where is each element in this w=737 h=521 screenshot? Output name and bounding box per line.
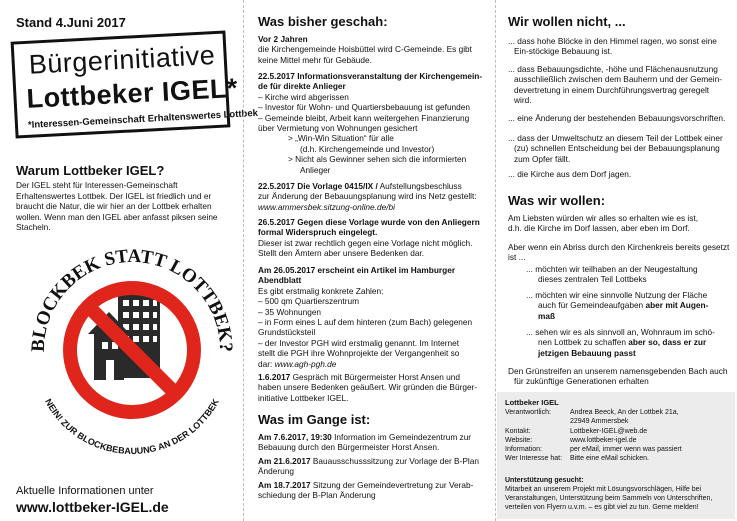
history-item-title: formal Widerspruch eingelegt. <box>258 227 378 238</box>
want-emphasis: maß <box>538 310 556 321</box>
ongoing-item <box>258 456 490 477</box>
logo-line-2: Lottbeker IGEL* <box>25 72 239 114</box>
ongoing-date: Am 7.6.2017, 19:30 <box>258 432 332 442</box>
history-line: zur Änderung der Bebauungsplanung wird ins Netz gestellt: <box>258 191 477 202</box>
history-subline: > „Win-Win Situation“ für alle <box>288 133 394 144</box>
want-line: auch für Gemeindeaufgaben <box>538 300 646 311</box>
want-emphasis: aber so, dass er zur <box>628 337 707 348</box>
ongoing-text: Bauausschusssitzung zur Vorlage der B-Plan <box>310 456 479 466</box>
contact-website-link[interactable]: www.lottbeker-igel.de <box>570 437 637 444</box>
history-line: initiative Lottbeker IGEL. <box>258 392 349 403</box>
why-text: Der IGEL steht für Interessen-Gemeinschaft Erhaltenswertes Lottbek. Der IGEL ist friedlich und er braucht die Natur, die wir hier an der Lottbek erhalten wollen. Wenn man den IGEL aber anfasst piksen seine Stacheln. <box>16 180 218 233</box>
want-line: dieses zentralen Teil Lottbeks <box>538 274 647 285</box>
contact-value: Bitte eine eMail schicken. <box>570 455 649 462</box>
not-line: ... dass der Umweltschutz an diesem Teil der Lottbek einer <box>508 133 723 143</box>
want-intro <box>508 213 698 234</box>
history-item <box>258 34 490 65</box>
history-line: Stellt den Ämtern aber unsere Bedenken dar. <box>258 248 425 259</box>
not-line: (zu) schnellen Entscheidung bei der Bebauungsplanung <box>514 143 720 154</box>
not-item <box>508 113 725 123</box>
history-line: Es gibt erstmalig konkrete Zahlen: <box>258 285 384 296</box>
history-item-title-rest: Gespräch mit Bürgermeister Horst Ansen und <box>290 372 460 382</box>
history-item-title: Abendblatt <box>258 275 302 286</box>
history-item <box>258 372 490 403</box>
contact-email-link[interactable]: Lottbeker-IGEL@web.de <box>570 428 648 435</box>
want-line: ist ... <box>508 252 526 263</box>
contact-value: Andrea Beeck, An der Lottbek 21a, <box>570 409 679 416</box>
history-item-title: 26.5.2017 Gegen diese Vorlage wurde von den Anliegern <box>258 217 480 227</box>
initiative-logo <box>11 30 259 138</box>
want-line: Am Liebsten würden wir alles so erhalten wie es ist, <box>508 213 698 223</box>
history-line: Dieser ist zwar rechtlich gegen eine Vorlage nicht möglich. <box>258 237 473 248</box>
not-line: wird. <box>514 95 532 106</box>
contact-row <box>505 428 647 437</box>
not-line: ... die Kirche aus dem Dorf jagen. <box>508 169 632 179</box>
want-emphasis: aber mit Augen- <box>645 300 709 311</box>
not-line: ... eine Änderung der bestehenden Bebauungsvorschriften. <box>508 113 726 123</box>
history-item-title: Vor 2 Jahren <box>258 34 308 44</box>
history-line: über Vermietung von Wohnungen gesichert <box>258 123 418 134</box>
history-item-title-rest: Aufstellungsbeschluss <box>377 181 462 191</box>
history-line: keine Mittel mehr für Gebäude. <box>258 54 372 65</box>
history-link[interactable]: www.agh-pgh.de <box>274 358 337 369</box>
want-line: nen Lottbek zu schaffen <box>538 337 629 348</box>
history-subline: Anlieger <box>300 164 331 175</box>
not-item <box>508 36 717 57</box>
not-item <box>508 64 722 106</box>
contact-row <box>505 437 637 446</box>
column-left <box>0 0 259 521</box>
history-item-title: 22.5.2017 Informationsveranstaltung der Kirchengemein- <box>258 71 483 81</box>
want-line: Den Grünstreifen an unserem namensgebenden Bach auch <box>508 366 728 376</box>
ongoing-text: Information im Gemeindezentrum zur <box>331 432 472 442</box>
not-line: ... dass hohe Blöcke in den Himmel ragen, wo sonst eine <box>508 36 717 46</box>
contact-row <box>505 446 682 455</box>
footer-website-link[interactable]: www.lottbeker-IGEL.de <box>16 499 169 515</box>
history-item-title: de für direkte Anlieger <box>258 81 346 92</box>
not-line: ausschließlich zwischen dem Bauherrn und der Gemein- <box>514 74 722 85</box>
why-heading: Warum Lottbeker IGEL? <box>16 163 165 178</box>
want-item <box>526 264 698 285</box>
ongoing-heading: Was im Gange ist: <box>258 412 371 427</box>
not-line: Ein-stöckige Bebauung ist. <box>514 46 613 57</box>
history-line: stellt die PGH ihre Wohnprojekte der Vergangenheit so <box>258 348 460 359</box>
want-line: für zukünftige Generationen erhalten <box>514 376 649 387</box>
history-line: – in Form eines L auf dem hinteren (zum Bach) gelegenen <box>258 317 473 328</box>
history-line: haben unsere Bedenken geäußert. Wir gründen die Bürger- <box>258 382 478 393</box>
history-item-title: 1.6.2017 <box>258 372 291 382</box>
want-line: ... möchten wir teilhaben an der Neugestaltung <box>526 264 698 274</box>
contact-key: Wer Interesse hat: <box>505 455 563 462</box>
ongoing-text: Bebauung durch den Bürgermeister Horst Ansen. <box>258 442 440 453</box>
logo-line-3: *Interessen-Gemeinschaft Erhaltenswertes Lottbek <box>27 107 259 131</box>
want-emphasis: jetzigen Bebauung passt <box>538 347 636 358</box>
want-line: ... sehen wir es als sinnvoll an, Wohnraum im schö- <box>526 327 715 337</box>
ongoing-text: schiedung der B-Plan Änderung <box>258 490 376 501</box>
date-stamp: Stand 4.Juni 2017 <box>16 15 126 30</box>
badge-bottom-text: NEIN! ZUR BLOCKBEBAUUNG AN DER LOTTBEK <box>43 397 221 457</box>
support-text: Mitarbeit an unserem Projekt mit Lösungsvorschlägen, Hilfe bei Veranstaltungen, Unterstützung beim Sammeln von Unterschriften, verteilen von Flyern u.v.m. – es gibt viel zu tun. Gerne melden! <box>505 486 713 511</box>
want-line: Aber wenn ein Abriss durch den Kirchenkreis bereits gesetzt <box>508 242 730 252</box>
contact-value: 22949 Ammersbek <box>570 418 629 425</box>
history-heading: Was bisher geschah: <box>258 14 388 29</box>
history-item-title: 22.5.2017 Die Vorlage 0415/IX / <box>258 181 378 191</box>
not-item <box>508 133 723 164</box>
contact-value: per eMail, immer wenn was passiert <box>570 446 682 453</box>
badge-top-text: BLOCKBEK STATT LOTTBEK? <box>27 245 237 353</box>
want-item <box>526 327 715 358</box>
contact-title: Lottbeker IGEL <box>505 398 559 407</box>
history-subline: (d.h. Kirchengemeinde und Investor) <box>300 143 435 154</box>
logo-line-1: Bürgerinitiative <box>28 40 216 80</box>
history-item-title: Am 26.05.2017 erscheint ein Artikel im Hamburger <box>258 265 456 275</box>
ongoing-date: Am 21.6.2017 <box>258 456 311 466</box>
want-line: ... möchten wir eine sinnvolle Nutzung der Fläche <box>526 290 708 300</box>
ongoing-date: Am 18.7.2017 <box>258 480 311 490</box>
history-line: – Kirche wird abgerissen <box>258 91 349 102</box>
history-line: Grundstücksteil <box>258 327 316 338</box>
not-line: ... dass Bebauungsdichte, -höhe und Flächenausnutzung <box>508 64 718 74</box>
ongoing-text: Änderung <box>258 466 294 477</box>
support-title: Unterstützung gesucht: <box>505 477 584 484</box>
want-item <box>526 290 708 321</box>
history-line: – Investor für Wohn- und Quartiersbebauung ist gefunden <box>258 102 471 113</box>
history-line: – der Investor PGH wird erstmalig genannt. Im Internet <box>258 337 460 348</box>
contact-box <box>497 392 735 519</box>
history-item <box>258 265 490 369</box>
history-subline: > Nicht als Gewinner sehen sich die informierten <box>288 154 467 165</box>
want-outro <box>508 366 728 387</box>
history-line: die Kirchengemeinde Hoisbüttel wird C-Gemeinde. Es gibt <box>258 44 472 55</box>
not-heading: Wir wollen nicht, ... <box>508 14 626 29</box>
not-item <box>508 169 631 179</box>
history-line: dar: <box>258 358 273 369</box>
contact-key: Website: <box>505 437 533 444</box>
history-line: – Gemeinde bleibt, Arbeit kann weitergehen Finanzierung <box>258 112 470 123</box>
contact-row <box>505 409 679 418</box>
ongoing-text: Sitzung der Gemeindevertretung zur Verab- <box>310 480 474 490</box>
history-line: – 35 Wohnungen <box>258 306 322 317</box>
want-heading: Was wir wollen: <box>508 193 606 208</box>
history-line: – 500 qm Quartierszentrum <box>258 296 359 307</box>
contact-row <box>505 418 628 427</box>
history-item <box>258 181 490 212</box>
not-line: devertretung in einem Durchführungsvertrag geregelt <box>514 84 710 95</box>
contact-key: Information: <box>505 446 542 453</box>
history-item <box>258 71 490 175</box>
history-item <box>258 217 490 259</box>
history-link[interactable]: www.ammersbek.sitzung-online.de/bi <box>258 201 395 212</box>
want-line: d.h. die Kirche im Dorf lassen, aber eben im Dorf. <box>508 223 690 234</box>
contact-row <box>505 455 649 464</box>
contact-key: Verantwortlich: <box>505 409 551 416</box>
not-line: zum Opfer fällt. <box>514 153 571 164</box>
want-intro-2 <box>508 242 729 263</box>
column-middle <box>243 0 496 521</box>
protest-badge <box>22 238 242 458</box>
footer-label: Aktuelle Informationen unter <box>16 485 154 497</box>
ongoing-item <box>258 432 490 453</box>
contact-key: Kontakt: <box>505 428 531 435</box>
ongoing-item <box>258 480 490 501</box>
